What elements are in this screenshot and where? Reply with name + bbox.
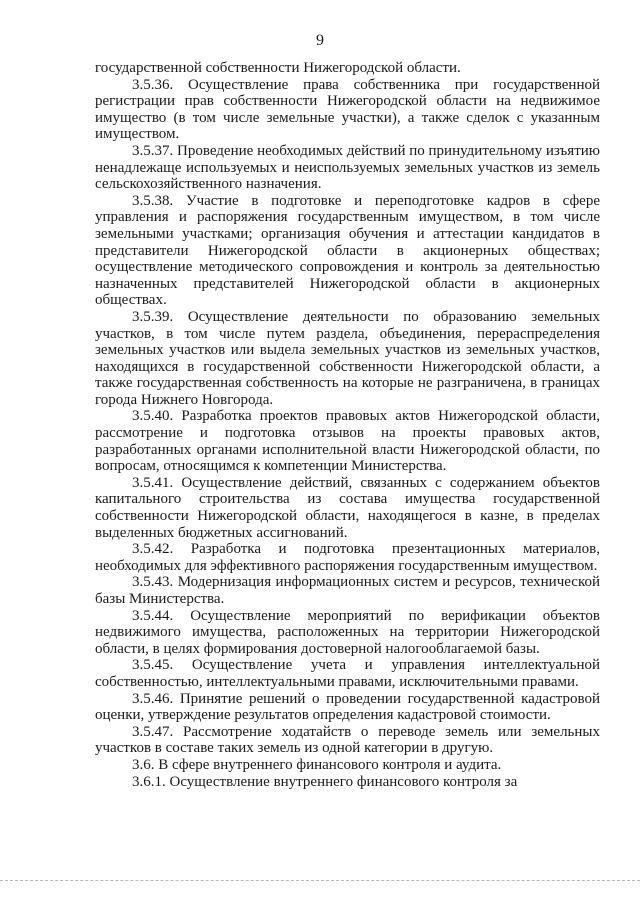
clause-3-5-43: 3.5.43. Модернизация информационных систем и ресурсов, технической базы Министерства.	[95, 574, 600, 607]
page-number: 9	[316, 32, 324, 49]
clause-3-5-42: 3.5.42. Разработка и подготовка презентационных материалов, необходимых для эффективного распоряжения государственным имуществом.	[95, 541, 600, 574]
clause-3-5-41: 3.5.41. Осуществление действий, связанных с содержанием объектов капитального строительства из состава имущества государственной собственности Нижегородской области, находящегося в казне, в пределах выделенных бюджетных ассигнований.	[95, 474, 600, 541]
clause-3-5-47: 3.5.47. Рассмотрение ходатайств о переводе земель или земельных участков в составе таких земель из одной категории в другую.	[95, 723, 600, 757]
clause-3-5-38: 3.5.38. Участие в подготовке и переподготовке кадров в сфере управления и распоряжения государственным имуществом, в том числе земельными участками; организация обучения и аттестации кандидатов в представители Нижегородской области в акционерных обществах; осуществление методического сопровождения и контроль за деятельностью назначенных представителей Нижегородской области в акционерных обществах.	[95, 192, 600, 309]
clause-3-6-1: 3.6.1. Осуществление внутреннего финансового контроля за	[132, 773, 518, 790]
scan-edge-divider	[0, 880, 640, 881]
clause-3-5-44: 3.5.44. Осуществление мероприятий по верификации объектов недвижимого имущества, расположенных на территории Нижегородской области, в целях формирования достоверной налогооблагаемой базы.	[95, 607, 600, 657]
clause-3-5-39: 3.5.39. Осуществление деятельности по образованию земельных участков, в том числе путем раздела, объединения, перераспределения земельных участков или выдела земельных участков из земельных участков, находящихся в государственной собственности Нижегородской области, а также государственная собственность на которые не разграничена, в границах города Нижнего Новгорода.	[95, 308, 600, 408]
paragraph-continuation: государственной собственности Нижегородской области.	[95, 60, 461, 76]
clause-3-5-40: 3.5.40. Разработка проектов правовых актов Нижегородской области, рассмотрение и подготовка отзывов на проекты правовых актов, разработанных органами исполнительной власти Нижегородской области, по вопросам, относящимся к компетенции Министерства.	[95, 408, 600, 475]
clause-3-5-36: 3.5.36. Осуществление права собственника при государственной регистрации прав собственности Нижегородской области на недвижимое имущество (в том числе земельные участки), а также сделок с указанным имуществом.	[95, 76, 600, 143]
clause-3-5-46: 3.5.46. Принятие решений о проведении государственной кадастровой оценки, утверждение результатов определения кадастровой стоимости.	[95, 690, 600, 724]
clause-3-5-45: 3.5.45. Осуществление учета и управления интеллектуальной собственностью, интеллектуальными правами, исключительными правами.	[95, 657, 600, 690]
section-3-6-heading: 3.6. В сфере внутреннего финансового контроля и аудита.	[132, 756, 502, 773]
clause-3-5-37: 3.5.37. Проведение необходимых действий по принудительному изъятию ненадлежаще используемых и неиспользуемых земельных участков из земель сельскохозяйственного назначения.	[95, 142, 600, 193]
document-body	[95, 60, 600, 790]
